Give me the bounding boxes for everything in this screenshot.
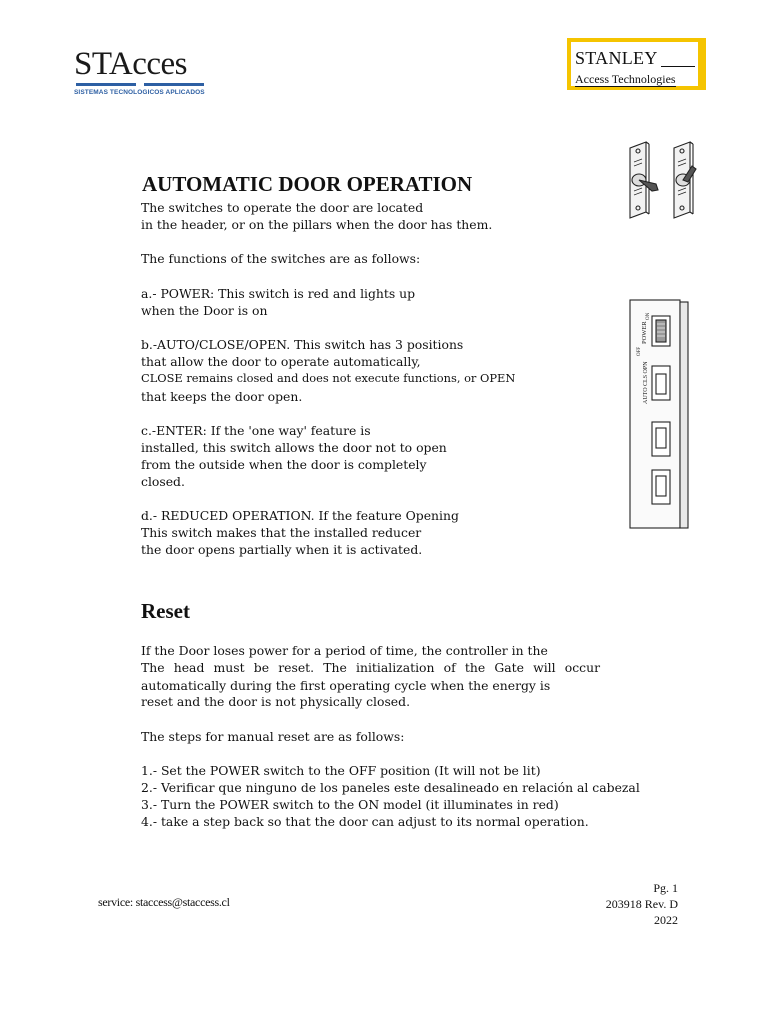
text-line: 4.- take a step back so that the door can adjust to its normal operation. [141,814,589,829]
text-line: in the header, or on the pillars when the door has them. [141,217,493,232]
text-line: The switches to operate the door are located [141,200,424,215]
stanley-subtitle: Access Technologies [575,72,676,86]
text-line: when the Door is on [141,303,268,318]
footer-year: 2022 [654,913,678,927]
footer-email: service: staccess@staccess.cl [98,895,230,909]
text-line: installed, this switch allows the door not to open [141,440,447,455]
text-line: 3.- Turn the POWER switch to the ON model (it illuminates in red) [141,797,559,812]
text-line: d.- REDUCED OPERATION. If the feature Opening [141,508,459,523]
text-line: c.-ENTER: If the 'one way' feature is [141,423,371,438]
text-line: a.- POWER: This switch is red and lights up [141,286,416,301]
text-line: This switch makes that the installed reducer [141,525,422,540]
text-line: b.-AUTO/CLOSE/OPEN. This switch has 3 positions [141,337,464,352]
panel-label-power: POWER [641,321,648,344]
footer-page: Pg. 1 [653,881,678,895]
footer-doc-rev: 203918 Rev. D [605,897,678,911]
logo-accent-bar [76,83,136,86]
stanley-brand: STANLEY [575,48,658,68]
key-switch-illustration [622,136,712,222]
panel-label-on: ON [646,312,651,320]
text-line: 1.- Set the POWER switch to the OFF position (It will not be lit) [141,763,541,778]
switch-panel-illustration [628,298,690,530]
text-line: from the outside when the door is completely [141,457,427,472]
text-line: reset and the door is not physically closed. [141,694,411,709]
panel-label-off: OFF [637,346,642,356]
text-line: that keeps the door open. [141,389,303,404]
text-line: the door opens partially when it is activated. [141,542,423,557]
footer-doc-info [528,880,678,928]
text-line: The functions of the switches are as follows: [141,251,421,266]
panel-label-mode: AUTO CLS OPN [643,361,649,404]
text-line: CLOSE remains closed and does not execute functions, or OPEN [141,371,516,385]
stanley-logo [567,38,706,90]
text-line: The steps for manual reset are as follows: [141,729,405,744]
logo-rule [661,66,695,67]
staccess-logo-name: STAcces [74,46,187,82]
section-title-automatic-door-operation: AUTOMATIC DOOR OPERATION [142,172,473,196]
text-line: 2.- Verificar que ninguno de los paneles este desalineado en relación al cabezal [141,780,640,795]
logo-accent-bar [144,83,204,86]
text-line: automatically during the first operating cycle when the energy is [141,678,551,693]
text-line: The head must be reset. The initialization of the Gate will occur [141,660,600,675]
text-line: that allow the door to operate automatically, [141,354,421,369]
text-line: If the Door loses power for a period of time, the controller in the [141,643,548,658]
staccess-logo [74,44,204,100]
text-line: closed. [141,474,185,489]
section-title-reset: Reset [141,599,190,623]
staccess-tagline: SISTEMAS TECNOLOGICOS APLICADOS [74,89,205,96]
